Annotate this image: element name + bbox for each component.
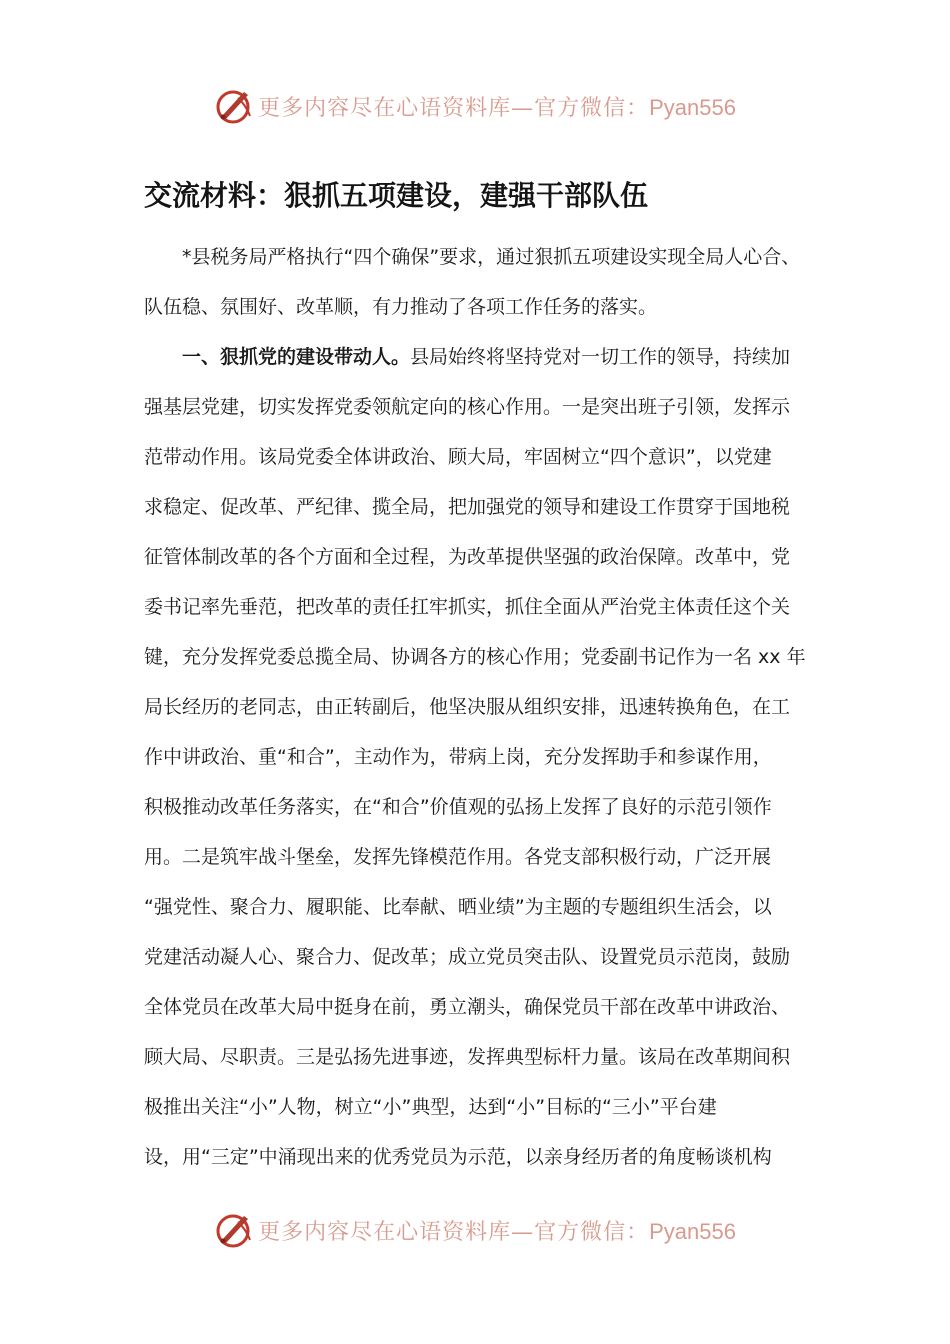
- body-line: 范带动作用。该局党委全体讲政治、顾大局，牢固树立“四个意识”，以党建: [144, 446, 772, 468]
- footer-watermark: [0, 1206, 950, 1254]
- body-line: 征管体制改革的各个方面和全过程，为改革提供坚强的政治保障。改革中，党: [144, 546, 791, 568]
- body-line: 顾大局、尽职责。三是弘扬先进事迹，发挥典型标杆力量。该局在改革期间积: [144, 1046, 791, 1068]
- body-line: 求稳定、促改革、严纪律、揽全局，把加强党的领导和建设工作贯穿于国地税: [144, 496, 791, 518]
- body-line: 设，用“三定”中涌现出来的优秀党员为示范，以亲身经历者的角度畅谈机构: [144, 1146, 772, 1168]
- section-1-first-line: [144, 332, 814, 382]
- watermark-prefix: 更多内容尽在心语资料库—官方微信：: [258, 95, 650, 121]
- body-line: 强基层党建，切实发挥党委领航定向的核心作用。一是突出班子引领，发挥示: [144, 396, 791, 418]
- intro-line: *县税务局严格执行“四个确保”要求，通过狠抓五项建设实现全局人心合、: [182, 246, 801, 268]
- section-1-heading: 一、狠抓党的建设带动人。: [182, 346, 411, 368]
- body-line: 全体党员在改革大局中挺身在前，勇立潮头，确保党员干部在改革中讲政治、: [144, 996, 791, 1018]
- quill-pen-logo-icon: [214, 86, 254, 126]
- quill-pen-logo-icon: [214, 1210, 254, 1250]
- document-title: 交流材料：狠抓五项建设，建强干部队伍: [144, 179, 649, 212]
- header-watermark: [0, 82, 950, 130]
- watermark-prefix: 更多内容尽在心语资料库—官方微信：: [258, 1219, 650, 1245]
- body-line: 党建活动凝人心、聚合力、促改革；成立党员突击队、设置党员示范岗，鼓励: [144, 946, 791, 968]
- intro-line: 队伍稳、氛围好、改革顺，有力推动了各项工作任务的落实。: [144, 296, 658, 318]
- intro-paragraph: [144, 232, 814, 332]
- watermark-text: [258, 1215, 736, 1246]
- watermark-text: [258, 91, 736, 122]
- watermark-wechat-id: Pyan556: [649, 1218, 736, 1244]
- body-line: 用。二是筑牢战斗堡垒，发挥先锋模范作用。各党支部积极行动，广泛开展: [144, 846, 772, 868]
- body-line: 作中讲政治、重“和合”，主动作为，带病上岗，充分发挥助手和参谋作用，: [144, 746, 772, 768]
- section-1-paragraph: [144, 332, 814, 1182]
- watermark-wechat-id: Pyan556: [649, 94, 736, 120]
- body-line: 积极推动改革任务落实，在“和合”价值观的弘扬上发挥了良好的示范引领作: [144, 796, 772, 818]
- body-line: 键，充分发挥党委总揽全局、协调各方的核心作用；党委副书记作为一名 xx 年: [144, 646, 806, 668]
- body-line: 局长经历的老同志，由正转副后，他坚决服从组织安排，迅速转换角色，在工: [144, 696, 791, 718]
- body-line: 极推出关注“小”人物，树立“小”典型，达到“小”目标的“三小”平台建: [144, 1096, 717, 1118]
- section-1-first-line-text: 县局始终将坚持党对一切工作的领导，持续加: [410, 346, 791, 368]
- body-line: 委书记率先垂范，把改革的责任扛牢抓实，抓住全面从严治党主体责任这个关: [144, 596, 791, 618]
- body-line: “强党性、聚合力、履职能、比奉献、晒业绩”为主题的专题组织生活会，以: [144, 896, 772, 918]
